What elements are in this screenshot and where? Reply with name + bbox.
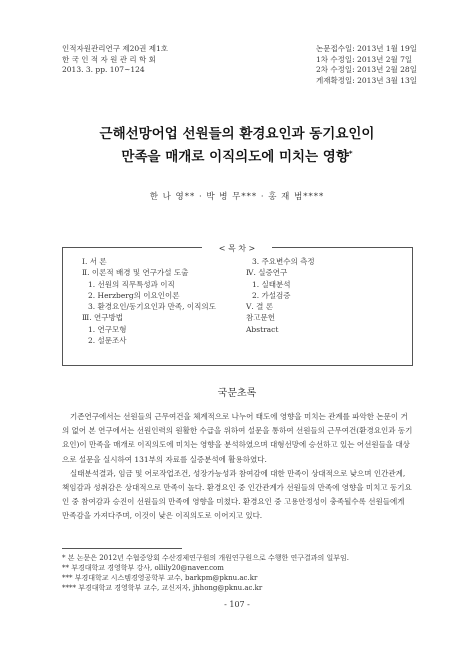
toc-column-left bbox=[82, 256, 216, 346]
footnote-rule bbox=[62, 548, 182, 549]
footnote: ** 부경대학교 경영학부 강사, ollily20@naver.com bbox=[62, 564, 224, 572]
date-revised-1: 1차 수정일: 2013년 2월 7일 bbox=[316, 54, 413, 64]
abstract-body bbox=[62, 410, 414, 524]
toc-item: 참고문헌 bbox=[246, 313, 275, 323]
footnote: *** 부경대학교 시스템경영공학부 교수, barkpm@pknu.ac.kr bbox=[62, 574, 258, 582]
paper-title-line1: 근해선망어업 선원들의 환경요인과 동기요인이 bbox=[99, 126, 375, 142]
toc-column-right bbox=[246, 256, 315, 335]
toc-item: 3. 환경요인/동기요인과 만족, 이직의도 bbox=[88, 302, 216, 312]
toc-border-right bbox=[412, 247, 413, 365]
abstract-paragraph: 실태분석결과, 임금 및 어로작업조건, 성장가능성과 참여감에 대한 만족이 상대적으로 낮으며 인간관계, 책임감과 성취감은 상대적으로 만족이 높다. 환경요인 중 인간관계가 선원들의 만족에 영향을 미치고 동기요인 중 참여감과 승진이 선원들의 만족에 영향을 미쳤다. 환경요인 중 고용안정성이 충족될수록 선원들에게 만족감을 가져다주며, 이것이 낮은 이직의도로 이어지고 있다. bbox=[62, 468, 412, 521]
paper-title-line2 bbox=[0, 145, 474, 165]
author-list: 한 나 영** · 박 병 무*** · 홍 재 범**** bbox=[149, 192, 325, 202]
abstract-paragraph: 기존연구에서는 선원들의 근무여건을 체계적으로 나누어 태도에 영향을 미치는 관계를 파악한 논문이 거의 없어 본 연구에서는 선원인력의 원활한 수급을 위하여 설문을 통하여 선원들의 근무여건(환경요인과 동기요인)이 만족을 매개로 이직의도에 미치는 영향을 분석하였으며 대형선망에 승선하고 있는 어선원들을 대상으로 설문을 실시하여 131부의 자료를 실증분석에 활용하였다. bbox=[62, 412, 413, 464]
toc-item: Ⅱ. 이론적 배경 및 연구가설 도출 bbox=[82, 268, 189, 278]
date-accepted: 게재확정일: 2013년 3월 13일 bbox=[316, 75, 418, 85]
paper-title-line2-text: 만족을 매개로 이직의도에 미치는 영향 bbox=[121, 149, 349, 165]
page-number: - 107 - bbox=[224, 600, 250, 609]
toc-item: Ⅴ. 결 론 bbox=[246, 302, 274, 312]
journal-pages: 2013. 3. pp. 107~124 bbox=[62, 65, 145, 74]
journal-society: 한 국 인 적 자 원 관 리 학 회 bbox=[62, 54, 156, 64]
toc-item: 1. 선원의 직무특성과 이직 bbox=[88, 279, 175, 289]
journal-name: 인적자원관리연구 제20권 제1호 bbox=[62, 44, 169, 53]
toc-border-top-left bbox=[62, 247, 202, 248]
toc-item: Abstract bbox=[246, 324, 279, 334]
toc-border-bottom bbox=[62, 365, 413, 366]
toc-item: Ⅲ. 연구방법 bbox=[82, 313, 123, 323]
toc-item: Ⅰ. 서 론 bbox=[82, 257, 107, 266]
abstract-heading: 국문초록 bbox=[217, 388, 257, 399]
toc-item: 2. 설문조사 bbox=[88, 336, 127, 346]
toc-item: 1. 연구모형 bbox=[88, 324, 127, 334]
toc-label: < 목 차 > bbox=[218, 244, 256, 253]
journal-info bbox=[62, 44, 168, 76]
toc-item: 1. 실태분석 bbox=[252, 279, 291, 289]
date-received: 논문접수일: 2013년 1월 19일 bbox=[316, 44, 418, 53]
title-footnote-mark: * bbox=[348, 149, 353, 158]
toc-item: Ⅳ. 실증연구 bbox=[246, 268, 288, 278]
footnote: **** 부경대학교 경영학부 교수, 교신저자, jhhong@pknu.ac.kr bbox=[62, 584, 263, 592]
footnotes bbox=[62, 553, 414, 593]
submission-dates bbox=[316, 44, 417, 86]
footnote: * 본 논문은 2012년 수협중앙회 수산경제연구원의 개원연구원으로 수행한 연구결과의 일부임. bbox=[62, 554, 349, 562]
toc-item: 2. 가설검증 bbox=[252, 290, 291, 300]
toc-item: 3. 주요변수의 측정 bbox=[252, 257, 315, 266]
toc-item: 2. Herzberg의 이요인이론 bbox=[88, 290, 180, 300]
date-revised-2: 2차 수정일: 2013년 2월 28일 bbox=[316, 65, 417, 74]
toc-border-top-right bbox=[272, 247, 413, 248]
toc-border-left bbox=[62, 247, 63, 365]
